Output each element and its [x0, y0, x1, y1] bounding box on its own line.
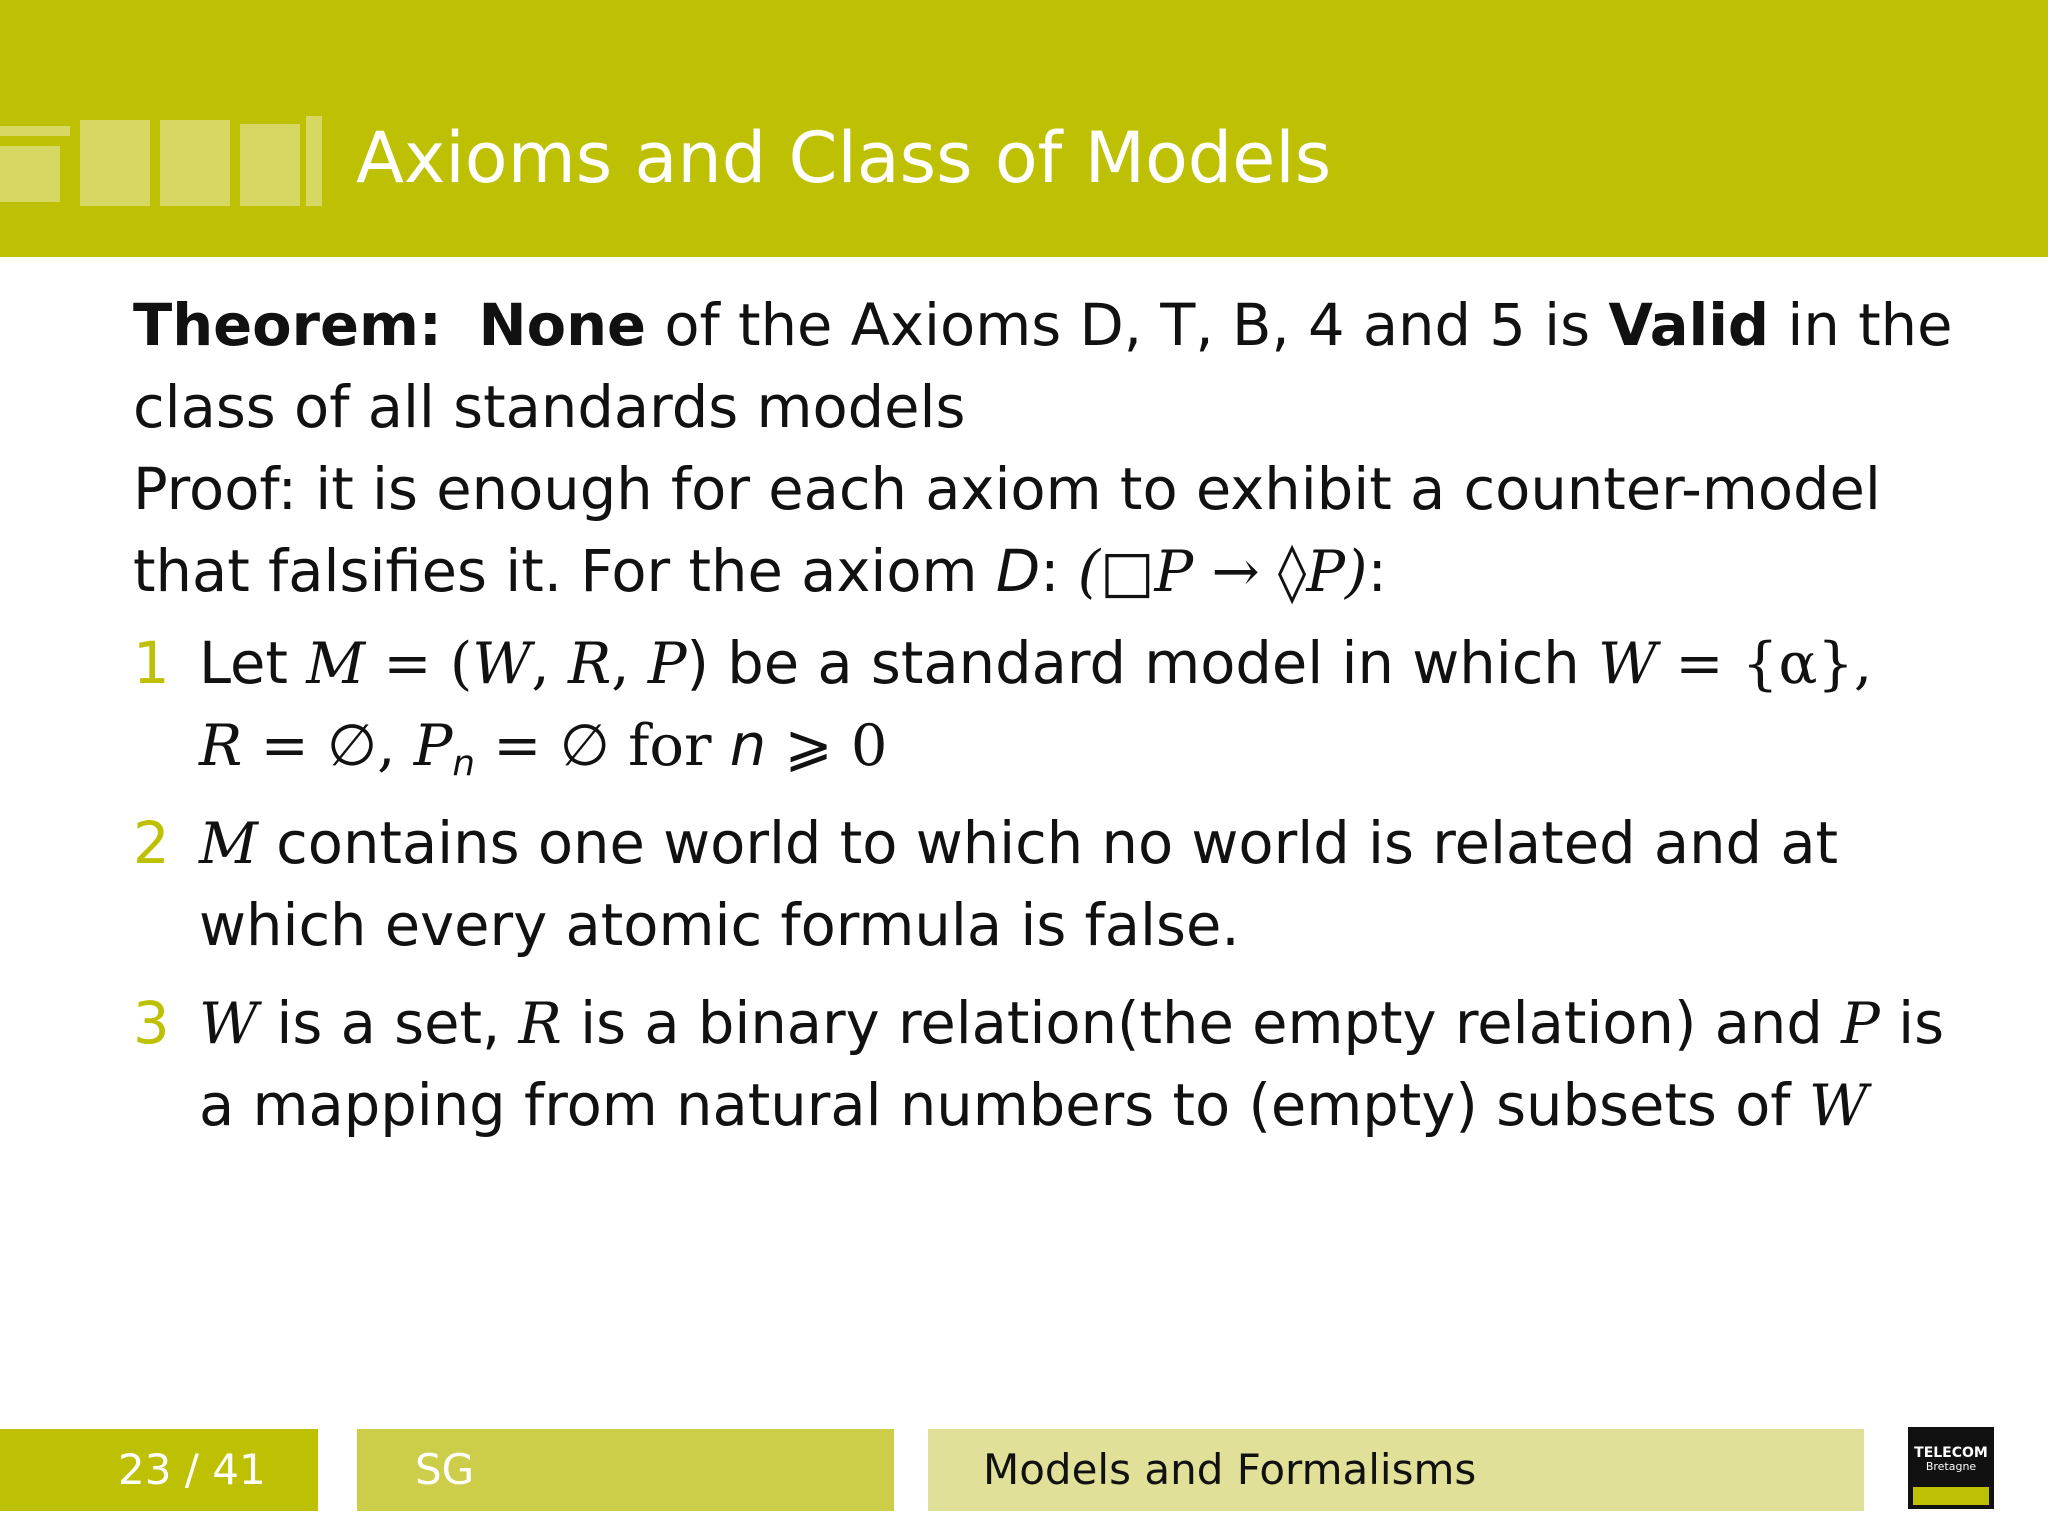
math-text: = ∅ for [474, 712, 730, 779]
math-text: = ( [365, 630, 473, 697]
item-text: Let [199, 630, 307, 697]
slide-content [133, 285, 1993, 1163]
axiom-name: D [995, 538, 1041, 605]
theorem-paragraph [133, 285, 1993, 449]
list-item [133, 803, 1993, 967]
math-text: , [611, 630, 648, 697]
theorem-valid: Valid [1608, 292, 1770, 359]
footer-presentation-title [928, 1429, 1864, 1511]
worlds-symbol: W [1808, 1072, 1868, 1139]
relation-symbol: R [518, 990, 562, 1057]
slide-header [0, 0, 2048, 257]
logo-line-1: TELECOM [1914, 1445, 1988, 1461]
item-text: is a set, [258, 990, 519, 1057]
item-text: ) be a standard model in which [686, 630, 1599, 697]
list-item-number: 3 [133, 990, 170, 1057]
proof-paragraph [133, 449, 1993, 613]
math-text: ⩾ 0 [766, 712, 888, 779]
model-symbol: M [306, 630, 366, 697]
relation-symbol: R [567, 630, 612, 697]
list-item-number: 2 [133, 810, 170, 877]
valuation-symbol: P [413, 712, 453, 779]
logo-line-2: Bretagne [1925, 1460, 1977, 1473]
worlds-symbol: W [1598, 630, 1658, 697]
valuation-symbol: P [647, 630, 687, 697]
theorem-none: None [478, 292, 647, 359]
proof-text: Proof: it is enough for each axiom to exhibit a counter-model that falsifies it. For the axiom [133, 456, 1881, 605]
model-symbol: M [199, 810, 258, 877]
theorem-text: of the Axioms D, T, B, 4 and 5 is [646, 292, 1609, 359]
math-text: = ∅, [242, 712, 414, 779]
variable-n: n [729, 712, 767, 779]
proof-steps-list [133, 623, 1993, 1147]
relation-symbol: R [199, 712, 243, 779]
telecom-bretagne-logo [1908, 1427, 1994, 1509]
presentation-title-text: Models and Formalisms [983, 1445, 1477, 1494]
list-item [133, 983, 1993, 1147]
item-text: is a mapping from natural numbers to (empty) subsets of [199, 990, 1945, 1139]
logo-bar [1913, 1487, 1989, 1505]
proof-end: : [1367, 538, 1387, 605]
item-text: contains one world to which no world is related and at which every atomic formula is false. [199, 810, 1839, 959]
worlds-symbol: W [472, 630, 532, 697]
list-item [133, 623, 1993, 787]
item-text: is a binary relation(the empty relation) and [561, 990, 1842, 1057]
worlds-symbol: W [199, 990, 259, 1057]
subscript-n: n [452, 742, 475, 784]
header-logo-watermark [0, 116, 322, 212]
valuation-symbol: P [1841, 990, 1880, 1057]
author-text: SG [415, 1445, 475, 1494]
math-text: = {α}, [1657, 630, 1873, 697]
footer-page-number [0, 1429, 318, 1511]
page-number-text: 23 / 41 [118, 1445, 266, 1494]
theorem-label: Theorem: [133, 292, 442, 359]
proof-colon: : [1040, 538, 1078, 605]
math-text: , [531, 630, 568, 697]
slide-title: Axioms and Class of Models [356, 117, 1332, 199]
axiom-formula: (□P → ◊P) [1077, 538, 1368, 605]
theorem-text-end: in the class of all standards models [133, 292, 1953, 441]
footer-author [357, 1429, 894, 1511]
list-item-number: 1 [133, 630, 170, 697]
